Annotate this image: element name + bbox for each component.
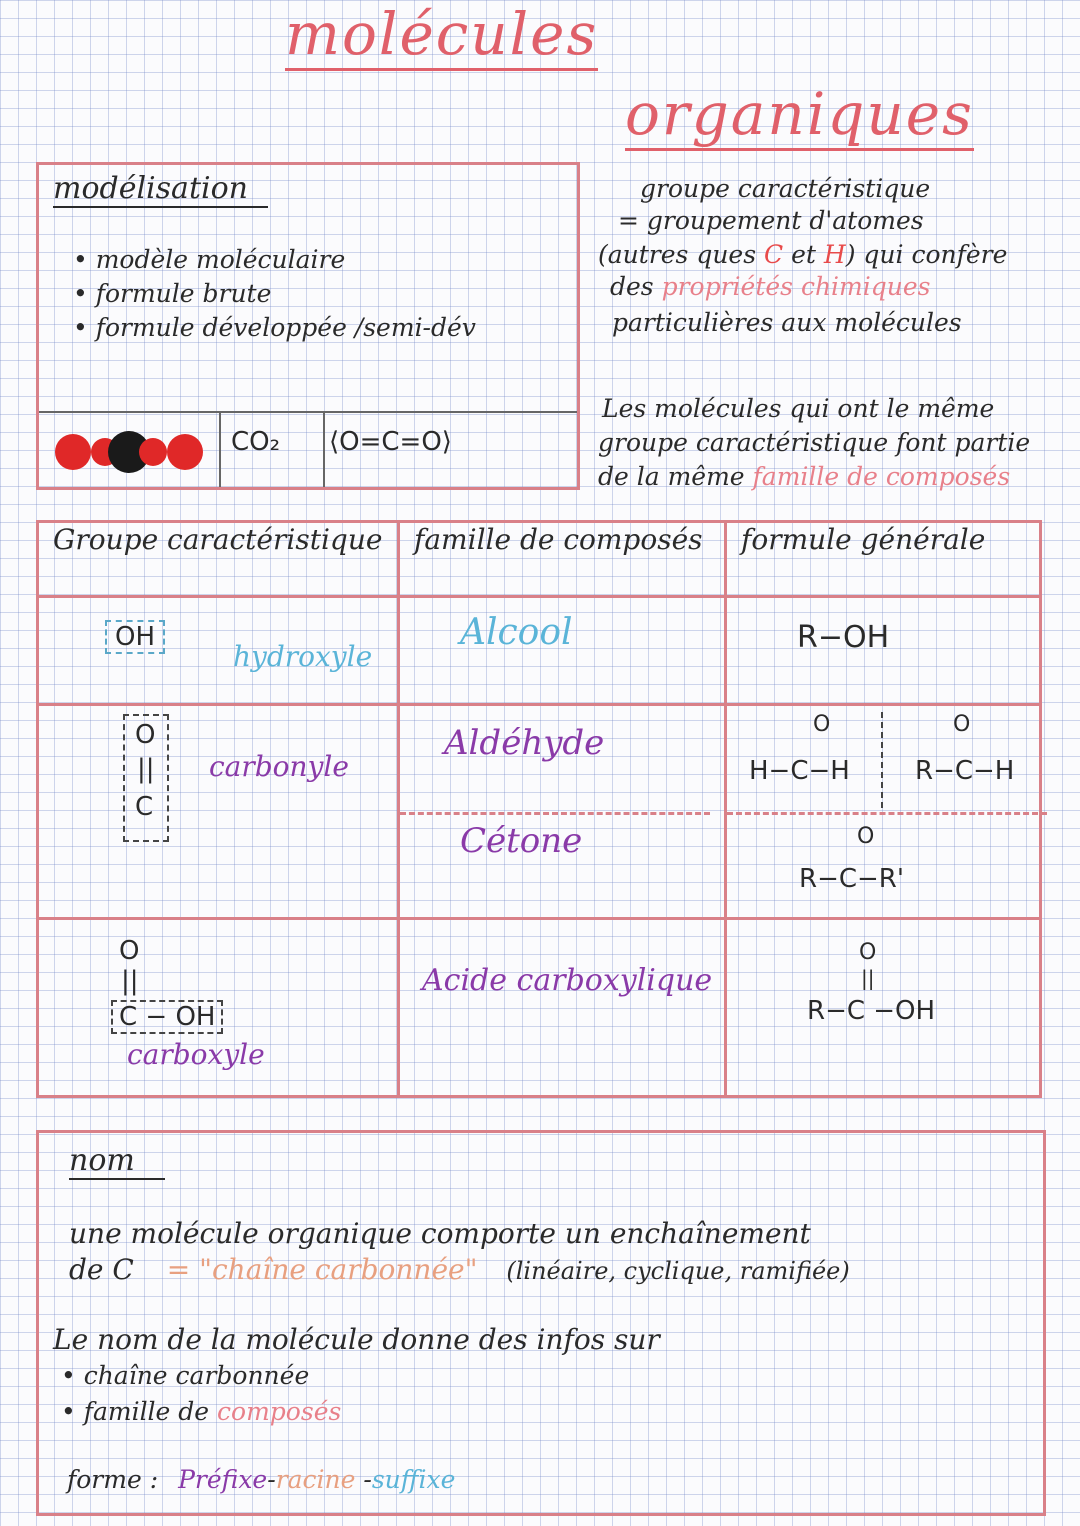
groups-table [36,520,1042,1098]
groupe-line3: (autres ques C et H) qui confère [598,240,1008,269]
aldehyde2-formula: R−C−H [915,756,1015,786]
oh-group: OH [105,620,165,654]
acide-formula: R−C −OH [807,996,936,1026]
bullet-modele: • modèle moléculaire [73,245,346,274]
acide-o: O [859,940,877,965]
co2-formula: CO₂ [231,427,281,457]
aldehyde-label: Aldéhyde [444,723,605,763]
groupe-line2: = groupement d'atomes [618,206,924,235]
alcool-formula: R−OH [797,620,890,655]
cetone-label: Cétone [460,821,583,861]
famille-line3: de la même famille de composés [598,462,1011,491]
row-carbonyle-family [399,705,726,919]
cetone-formula: R−C−R' [799,864,905,894]
famille-line1: Les molécules qui ont le même [602,394,995,423]
nom-line1: une molécule organique comporte un enchaînement [69,1217,811,1250]
modelisation-box [36,162,580,490]
row-carbonyle-formula [726,705,1041,919]
row-acide-group [38,919,399,1097]
divider [39,411,577,413]
carbonyle-o: O [135,720,156,750]
bullet-developpee: • formule développée /semi-dév [73,313,476,342]
famille-line2: groupe caractéristique font partie [598,428,1031,457]
co2-lewis: ⟨O=C=O⟩ [329,427,452,457]
modelisation-heading: modélisation [53,171,268,208]
carboxyle-o: O [119,936,140,966]
groupe-line1: groupe caractéristique [640,174,931,203]
carbonyle-c: C [135,792,154,822]
nom-bullet1: • chaîne carbonnée [61,1361,310,1390]
row-alcool-group [38,597,399,705]
split-line-2 [727,812,1047,815]
row-alcool-formula [726,597,1041,705]
alcool-label: Alcool [460,612,573,653]
header-groupe: Groupe caractéristique [38,522,399,597]
title-line1: molécules [285,0,598,71]
row-acide-formula [726,919,1041,1097]
bullet-brute: • formule brute [73,279,272,308]
aldehyde-sep [881,712,883,808]
co2-molecule-model [47,427,212,477]
row-alcool-family [399,597,726,705]
divider-v2 [323,411,325,487]
aldehyde1-o: O [813,712,831,737]
row-acide-family [399,919,726,1097]
hydroxyle-label: hydroxyle [233,640,373,673]
nom-line2: de C = "chaîne carbonnée" (linéaire, cyclique, ramifiée) [69,1253,850,1286]
carboxyle-bond: || [121,966,139,996]
header-formule: formule générale [726,522,1041,597]
carboxyle-label: carboxyle [127,1038,265,1071]
nom-forme: forme : Préfixe-racine -suffixe [67,1465,456,1494]
aldehyde1-formula: H−C−H [749,756,850,786]
cetone-o: O [857,824,875,849]
aldehyde2-o: O [953,712,971,737]
nom-box [36,1130,1046,1516]
groupe-line5: particulières aux molécules [612,308,962,337]
nom-heading: nom [69,1143,165,1180]
header-famille: famille de composés [399,522,726,597]
nom-bullet2: • famille de composés [61,1397,342,1426]
split-line [400,812,710,815]
carboxyle-formula: C − OH [111,1000,223,1034]
acide-bond: || [861,966,875,990]
title-line2: organiques [625,80,974,151]
groupe-line4: des propriétés chimiques [610,272,931,301]
divider-v1 [219,411,221,487]
carbonyle-bond: || [137,754,155,784]
row-carbonyle-group [38,705,399,919]
nom-line3: Le nom de la molécule donne des infos sur [53,1323,660,1356]
acide-label: Acide carboxylique [422,963,713,998]
carbonyle-label: carbonyle [209,750,349,783]
